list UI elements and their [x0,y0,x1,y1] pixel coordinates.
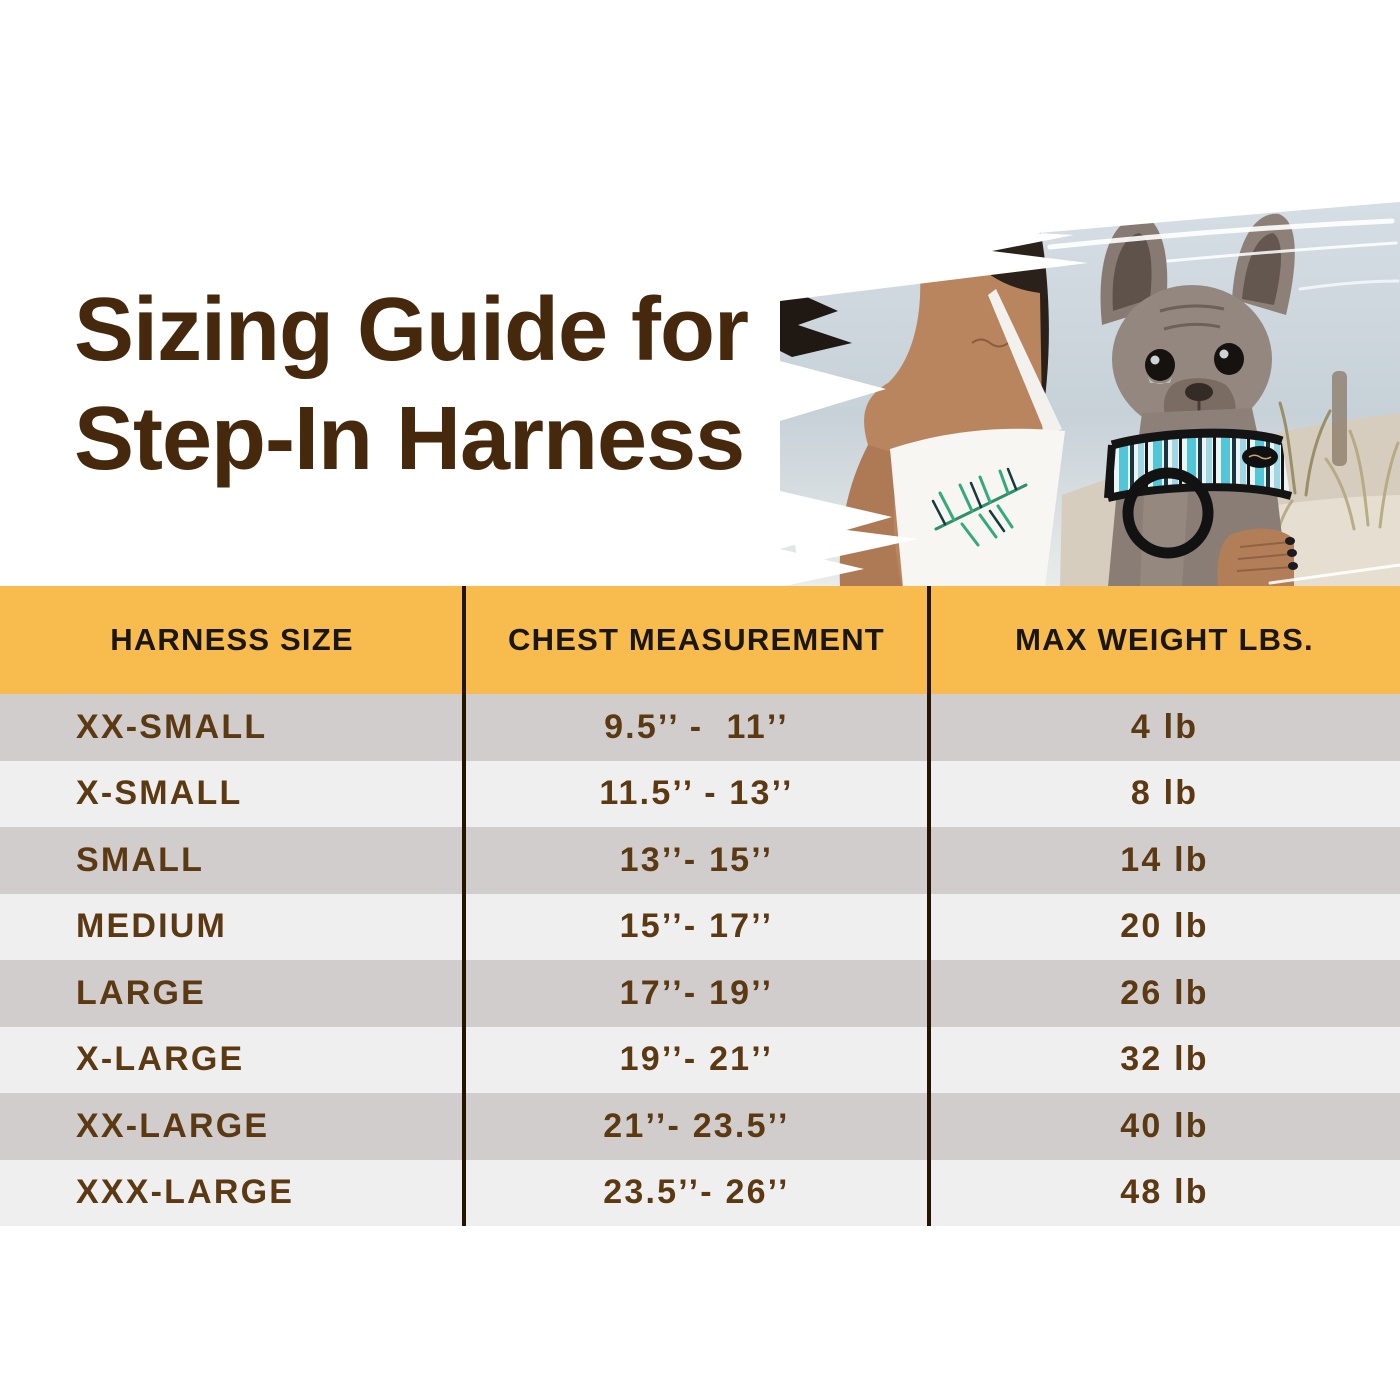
page-title [74,276,748,494]
column-divider [927,586,931,1226]
table-header-row [0,586,1400,694]
harness-size-cell: MEDIUM [76,907,228,946]
page-title-line1: Sizing Guide for [74,280,748,380]
chest-measurement-cell: 23.5’’- 26’’ [603,1173,790,1212]
harness-size-cell: LARGE [76,973,206,1012]
table-row [0,894,1400,961]
max-weight-cell: 32 lb [1120,1040,1209,1079]
header-max-weight: MAX WEIGHT LBS. [1015,622,1314,657]
column-divider [462,586,466,1226]
sizing-table [0,586,1400,1226]
blurred-post [1332,371,1347,466]
chest-measurement-cell: 15’’- 17’’ [619,907,774,946]
max-weight-cell: 20 lb [1120,907,1209,946]
harness-size-cell: XX-LARGE [76,1106,270,1145]
max-weight-cell: 8 lb [1130,774,1199,813]
harness-size-cell: X-LARGE [76,1040,245,1079]
header-harness-size: HARNESS SIZE [110,622,354,657]
max-weight-cell: 4 lb [1130,707,1199,746]
table-row [0,694,1400,761]
product-photo [740,193,1400,587]
max-weight-cell: 14 lb [1120,840,1209,879]
chest-measurement-cell: 13’’- 15’’ [619,840,774,879]
page-title-line2: Step-In Harness [74,388,745,489]
harness-size-cell: X-SMALL [76,774,243,813]
chest-measurement-cell: 9.5’’ - 11’’ [604,707,789,746]
harness-size-cell: SMALL [76,840,205,879]
table-row [0,1093,1400,1160]
max-weight-cell: 26 lb [1120,973,1209,1012]
table-row [0,761,1400,828]
dog-nose [1185,383,1213,401]
table-row [0,1160,1400,1227]
max-weight-cell: 40 lb [1120,1106,1209,1145]
woman-hand [1217,529,1298,587]
table-row [0,1027,1400,1094]
chest-measurement-cell: 19’’- 21’’ [619,1040,774,1079]
harness-size-cell: XX-SMALL [76,707,268,746]
chest-measurement-cell: 11.5’’ - 13’’ [599,774,794,813]
header-chest-measurement: CHEST MEASUREMENT [508,622,885,657]
max-weight-cell: 48 lb [1120,1173,1209,1212]
chest-measurement-cell: 17’’- 19’’ [619,973,774,1012]
harness-size-cell: XXX-LARGE [76,1173,295,1212]
table-row [0,960,1400,1027]
chest-measurement-cell: 21’’- 23.5’’ [603,1106,790,1145]
dog-leg [1140,493,1188,587]
table-row [0,827,1400,894]
